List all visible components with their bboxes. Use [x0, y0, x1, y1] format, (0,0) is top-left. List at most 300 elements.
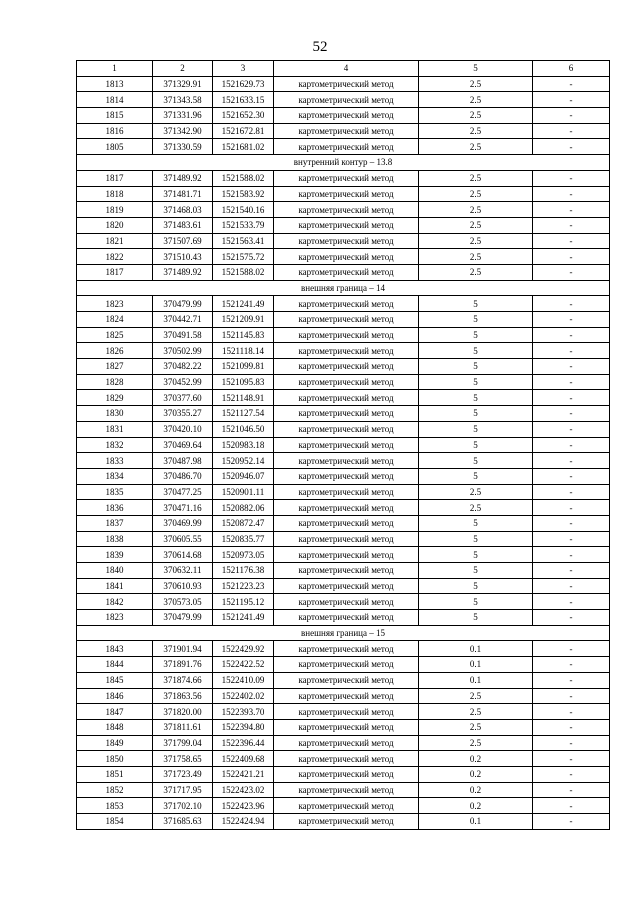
accuracy-cell: 5	[419, 421, 533, 437]
method-cell: картометрический метод	[274, 108, 419, 124]
x-coordinate-cell: 371483.61	[153, 217, 213, 233]
y-coordinate-cell: 1521241.49	[213, 610, 274, 626]
table-row	[77, 296, 610, 312]
y-coordinate-cell: 1521241.49	[213, 296, 274, 312]
accuracy-cell: 2.5	[419, 484, 533, 500]
y-coordinate-cell: 1520973.05	[213, 547, 274, 563]
y-coordinate-cell: 1520983.18	[213, 437, 274, 453]
method-cell: картометрический метод	[274, 296, 419, 312]
accuracy-cell: 2.5	[419, 704, 533, 720]
point-number-cell: 1849	[77, 735, 153, 751]
note-cell: -	[533, 421, 610, 437]
method-cell: картометрический метод	[274, 327, 419, 343]
method-cell: картометрический метод	[274, 249, 419, 265]
x-coordinate-cell: 370482.22	[153, 359, 213, 375]
column-header: 6	[533, 61, 610, 77]
column-header: 2	[153, 61, 213, 77]
x-coordinate-cell: 371685.63	[153, 814, 213, 830]
method-cell: картометрический метод	[274, 563, 419, 579]
y-coordinate-cell: 1520882.06	[213, 500, 274, 516]
accuracy-cell: 5	[419, 531, 533, 547]
y-coordinate-cell: 1522423.02	[213, 782, 274, 798]
method-cell: картометрический метод	[274, 672, 419, 688]
y-coordinate-cell: 1522429.92	[213, 641, 274, 657]
x-coordinate-cell: 371468.03	[153, 202, 213, 218]
x-coordinate-cell: 371758.65	[153, 751, 213, 767]
method-cell: картометрический метод	[274, 421, 419, 437]
note-cell: -	[533, 719, 610, 735]
accuracy-cell: 5	[419, 437, 533, 453]
accuracy-cell: 2.5	[419, 249, 533, 265]
y-coordinate-cell: 1522422.52	[213, 657, 274, 673]
point-number-cell: 1852	[77, 782, 153, 798]
table-body	[77, 76, 610, 829]
note-cell: -	[533, 359, 610, 375]
y-coordinate-cell: 1521652.30	[213, 108, 274, 124]
x-coordinate-cell: 371330.59	[153, 139, 213, 155]
table-row	[77, 264, 610, 280]
point-number-cell: 1830	[77, 406, 153, 422]
table-row	[77, 343, 610, 359]
point-number-cell: 1814	[77, 92, 153, 108]
table-row	[77, 374, 610, 390]
table-row	[77, 359, 610, 375]
x-coordinate-cell: 371343.58	[153, 92, 213, 108]
method-cell: картометрический метод	[274, 704, 419, 720]
method-cell: картометрический метод	[274, 468, 419, 484]
y-coordinate-cell: 1522409.68	[213, 751, 274, 767]
table-row	[77, 657, 610, 673]
method-cell: картометрический метод	[274, 578, 419, 594]
column-header: 3	[213, 61, 274, 77]
accuracy-cell: 5	[419, 374, 533, 390]
y-coordinate-cell: 1521533.79	[213, 217, 274, 233]
note-cell: -	[533, 108, 610, 124]
table-row	[77, 76, 610, 92]
y-coordinate-cell: 1520901.11	[213, 484, 274, 500]
column-header: 4	[274, 61, 419, 77]
x-coordinate-cell: 371702.10	[153, 798, 213, 814]
accuracy-cell: 2.5	[419, 217, 533, 233]
method-cell: картометрический метод	[274, 641, 419, 657]
header-row	[77, 61, 610, 77]
point-number-cell: 1816	[77, 123, 153, 139]
note-cell: -	[533, 531, 610, 547]
method-cell: картометрический метод	[274, 76, 419, 92]
method-cell: картометрический метод	[274, 719, 419, 735]
accuracy-cell: 5	[419, 390, 533, 406]
method-cell: картометрический метод	[274, 500, 419, 516]
method-cell: картометрический метод	[274, 437, 419, 453]
accuracy-cell: 0.2	[419, 751, 533, 767]
note-cell: -	[533, 657, 610, 673]
y-coordinate-cell: 1521681.02	[213, 139, 274, 155]
table-row	[77, 202, 610, 218]
accuracy-cell: 2.5	[419, 108, 533, 124]
method-cell: картометрический метод	[274, 766, 419, 782]
table-row	[77, 500, 610, 516]
method-cell: картометрический метод	[274, 484, 419, 500]
table-row	[77, 170, 610, 186]
method-cell: картометрический метод	[274, 390, 419, 406]
x-coordinate-cell: 370632.11	[153, 563, 213, 579]
table-row	[77, 531, 610, 547]
y-coordinate-cell: 1520946.07	[213, 468, 274, 484]
note-cell: -	[533, 766, 610, 782]
y-coordinate-cell: 1521145.83	[213, 327, 274, 343]
page-number: 52	[312, 39, 328, 55]
x-coordinate-cell: 371342.90	[153, 123, 213, 139]
note-cell: -	[533, 327, 610, 343]
accuracy-cell: 5	[419, 453, 533, 469]
table-row	[77, 735, 610, 751]
accuracy-cell: 0.1	[419, 657, 533, 673]
accuracy-cell: 2.5	[419, 735, 533, 751]
accuracy-cell: 2.5	[419, 719, 533, 735]
point-number-cell: 1854	[77, 814, 153, 830]
note-cell: -	[533, 406, 610, 422]
table-row	[77, 437, 610, 453]
section-row	[77, 625, 610, 641]
x-coordinate-cell: 370471.16	[153, 500, 213, 516]
accuracy-cell: 0.1	[419, 814, 533, 830]
x-coordinate-cell: 371874.66	[153, 672, 213, 688]
method-cell: картометрический метод	[274, 217, 419, 233]
method-cell: картометрический метод	[274, 264, 419, 280]
x-coordinate-cell: 370614.68	[153, 547, 213, 563]
y-coordinate-cell: 1521629.73	[213, 76, 274, 92]
point-number-cell: 1838	[77, 531, 153, 547]
x-coordinate-cell: 370420.10	[153, 421, 213, 437]
note-cell: -	[533, 76, 610, 92]
method-cell: картометрический метод	[274, 139, 419, 155]
x-coordinate-cell: 370502.99	[153, 343, 213, 359]
accuracy-cell: 2.5	[419, 500, 533, 516]
table-row	[77, 751, 610, 767]
method-cell: картометрический метод	[274, 531, 419, 547]
point-number-cell: 1824	[77, 312, 153, 328]
accuracy-cell: 5	[419, 594, 533, 610]
note-cell: -	[533, 264, 610, 280]
y-coordinate-cell: 1522423.96	[213, 798, 274, 814]
note-cell: -	[533, 453, 610, 469]
point-number-cell: 1850	[77, 751, 153, 767]
accuracy-cell: 0.1	[419, 672, 533, 688]
x-coordinate-cell: 370610.93	[153, 578, 213, 594]
section-title: внешняя граница – 15	[77, 625, 610, 641]
accuracy-cell: 5	[419, 610, 533, 626]
point-number-cell: 1831	[77, 421, 153, 437]
note-cell: -	[533, 390, 610, 406]
point-number-cell: 1842	[77, 594, 153, 610]
y-coordinate-cell: 1521176.38	[213, 563, 274, 579]
note-cell: -	[533, 374, 610, 390]
table-row	[77, 406, 610, 422]
note-cell: -	[533, 500, 610, 516]
accuracy-cell: 5	[419, 359, 533, 375]
y-coordinate-cell: 1521588.02	[213, 264, 274, 280]
point-number-cell: 1832	[77, 437, 153, 453]
x-coordinate-cell: 370487.98	[153, 453, 213, 469]
method-cell: картометрический метод	[274, 657, 419, 673]
point-number-cell: 1840	[77, 563, 153, 579]
note-cell: -	[533, 249, 610, 265]
point-number-cell: 1829	[77, 390, 153, 406]
table-row	[77, 688, 610, 704]
x-coordinate-cell: 370573.05	[153, 594, 213, 610]
x-coordinate-cell: 371510.43	[153, 249, 213, 265]
table-row	[77, 610, 610, 626]
column-header: 5	[419, 61, 533, 77]
note-cell: -	[533, 92, 610, 108]
note-cell: -	[533, 202, 610, 218]
note-cell: -	[533, 610, 610, 626]
point-number-cell: 1817	[77, 264, 153, 280]
point-number-cell: 1839	[77, 547, 153, 563]
y-coordinate-cell: 1521099.81	[213, 359, 274, 375]
note-cell: -	[533, 672, 610, 688]
table-row	[77, 719, 610, 735]
x-coordinate-cell: 370452.99	[153, 374, 213, 390]
point-number-cell: 1823	[77, 296, 153, 312]
table-row	[77, 186, 610, 202]
table-row	[77, 641, 610, 657]
table-row	[77, 814, 610, 830]
point-number-cell: 1828	[77, 374, 153, 390]
method-cell: картометрический метод	[274, 515, 419, 531]
accuracy-cell: 2.5	[419, 139, 533, 155]
point-number-cell: 1819	[77, 202, 153, 218]
method-cell: картометрический метод	[274, 312, 419, 328]
y-coordinate-cell: 1521118.14	[213, 343, 274, 359]
note-cell: -	[533, 704, 610, 720]
point-number-cell: 1820	[77, 217, 153, 233]
note-cell: -	[533, 751, 610, 767]
x-coordinate-cell: 371331.96	[153, 108, 213, 124]
method-cell: картометрический метод	[274, 594, 419, 610]
coordinates-table	[76, 60, 610, 830]
note-cell: -	[533, 123, 610, 139]
point-number-cell: 1853	[77, 798, 153, 814]
method-cell: картометрический метод	[274, 233, 419, 249]
column-header: 1	[77, 61, 153, 77]
note-cell: -	[533, 578, 610, 594]
y-coordinate-cell: 1520952.14	[213, 453, 274, 469]
x-coordinate-cell: 371723.49	[153, 766, 213, 782]
y-coordinate-cell: 1521583.92	[213, 186, 274, 202]
method-cell: картометрический метод	[274, 406, 419, 422]
y-coordinate-cell: 1520872.47	[213, 515, 274, 531]
point-number-cell: 1827	[77, 359, 153, 375]
method-cell: картометрический метод	[274, 735, 419, 751]
accuracy-cell: 0.1	[419, 641, 533, 657]
y-coordinate-cell: 1522402.02	[213, 688, 274, 704]
y-coordinate-cell: 1522410.09	[213, 672, 274, 688]
table-row	[77, 233, 610, 249]
x-coordinate-cell: 371901.94	[153, 641, 213, 657]
note-cell: -	[533, 735, 610, 751]
note-cell: -	[533, 484, 610, 500]
table-row	[77, 390, 610, 406]
y-coordinate-cell: 1521223.23	[213, 578, 274, 594]
point-number-cell: 1823	[77, 610, 153, 626]
table-row	[77, 468, 610, 484]
note-cell: -	[533, 170, 610, 186]
accuracy-cell: 2.5	[419, 123, 533, 139]
y-coordinate-cell: 1521127.54	[213, 406, 274, 422]
point-number-cell: 1826	[77, 343, 153, 359]
accuracy-cell: 5	[419, 327, 533, 343]
method-cell: картометрический метод	[274, 170, 419, 186]
accuracy-cell: 0.2	[419, 798, 533, 814]
accuracy-cell: 5	[419, 468, 533, 484]
method-cell: картометрический метод	[274, 688, 419, 704]
x-coordinate-cell: 370486.70	[153, 468, 213, 484]
point-number-cell: 1847	[77, 704, 153, 720]
accuracy-cell: 0.2	[419, 782, 533, 798]
note-cell: -	[533, 312, 610, 328]
point-number-cell: 1834	[77, 468, 153, 484]
x-coordinate-cell: 371481.71	[153, 186, 213, 202]
table-row	[77, 578, 610, 594]
table-row	[77, 421, 610, 437]
y-coordinate-cell: 1522393.70	[213, 704, 274, 720]
note-cell: -	[533, 515, 610, 531]
x-coordinate-cell: 371811.61	[153, 719, 213, 735]
table-row	[77, 594, 610, 610]
y-coordinate-cell: 1521575.72	[213, 249, 274, 265]
section-row	[77, 280, 610, 296]
note-cell: -	[533, 437, 610, 453]
accuracy-cell: 5	[419, 578, 533, 594]
method-cell: картометрический метод	[274, 186, 419, 202]
point-number-cell: 1845	[77, 672, 153, 688]
point-number-cell: 1821	[77, 233, 153, 249]
point-number-cell: 1825	[77, 327, 153, 343]
accuracy-cell: 2.5	[419, 186, 533, 202]
accuracy-cell: 5	[419, 296, 533, 312]
point-number-cell: 1822	[77, 249, 153, 265]
note-cell: -	[533, 547, 610, 563]
y-coordinate-cell: 1522396.44	[213, 735, 274, 751]
method-cell: картометрический метод	[274, 814, 419, 830]
x-coordinate-cell: 370355.27	[153, 406, 213, 422]
section-title: внешняя граница – 14	[77, 280, 610, 296]
accuracy-cell: 2.5	[419, 202, 533, 218]
x-coordinate-cell: 370442.71	[153, 312, 213, 328]
x-coordinate-cell: 371329.91	[153, 76, 213, 92]
table-row	[77, 123, 610, 139]
method-cell: картометрический метод	[274, 547, 419, 563]
method-cell: картометрический метод	[274, 610, 419, 626]
point-number-cell: 1833	[77, 453, 153, 469]
note-cell: -	[533, 468, 610, 484]
note-cell: -	[533, 688, 610, 704]
table-row	[77, 547, 610, 563]
method-cell: картометрический метод	[274, 202, 419, 218]
y-coordinate-cell: 1521095.83	[213, 374, 274, 390]
point-number-cell: 1843	[77, 641, 153, 657]
point-number-cell: 1837	[77, 515, 153, 531]
table-row	[77, 704, 610, 720]
table-row	[77, 108, 610, 124]
note-cell: -	[533, 217, 610, 233]
accuracy-cell: 5	[419, 343, 533, 359]
y-coordinate-cell: 1521148.91	[213, 390, 274, 406]
note-cell: -	[533, 563, 610, 579]
y-coordinate-cell: 1521563.41	[213, 233, 274, 249]
accuracy-cell: 5	[419, 547, 533, 563]
point-number-cell: 1851	[77, 766, 153, 782]
x-coordinate-cell: 371863.56	[153, 688, 213, 704]
table-row	[77, 672, 610, 688]
section-title: внутренний контур – 13.8	[77, 155, 610, 171]
x-coordinate-cell: 370605.55	[153, 531, 213, 547]
table-row	[77, 249, 610, 265]
note-cell: -	[533, 594, 610, 610]
y-coordinate-cell: 1522394.80	[213, 719, 274, 735]
accuracy-cell: 2.5	[419, 688, 533, 704]
point-number-cell: 1817	[77, 170, 153, 186]
note-cell: -	[533, 814, 610, 830]
point-number-cell: 1836	[77, 500, 153, 516]
table-row	[77, 217, 610, 233]
note-cell: -	[533, 798, 610, 814]
x-coordinate-cell: 371799.04	[153, 735, 213, 751]
x-coordinate-cell: 370479.99	[153, 610, 213, 626]
method-cell: картометрический метод	[274, 359, 419, 375]
accuracy-cell: 5	[419, 563, 533, 579]
x-coordinate-cell: 370491.58	[153, 327, 213, 343]
note-cell: -	[533, 139, 610, 155]
x-coordinate-cell: 371507.69	[153, 233, 213, 249]
accuracy-cell: 2.5	[419, 170, 533, 186]
y-coordinate-cell: 1521588.02	[213, 170, 274, 186]
point-number-cell: 1848	[77, 719, 153, 735]
method-cell: картометрический метод	[274, 374, 419, 390]
table-row	[77, 782, 610, 798]
method-cell: картометрический метод	[274, 343, 419, 359]
x-coordinate-cell: 370377.60	[153, 390, 213, 406]
point-number-cell: 1844	[77, 657, 153, 673]
note-cell: -	[533, 343, 610, 359]
table-row	[77, 515, 610, 531]
x-coordinate-cell: 371489.92	[153, 170, 213, 186]
note-cell: -	[533, 782, 610, 798]
point-number-cell: 1818	[77, 186, 153, 202]
y-coordinate-cell: 1521633.15	[213, 92, 274, 108]
table-row	[77, 484, 610, 500]
point-number-cell: 1841	[77, 578, 153, 594]
x-coordinate-cell: 370469.99	[153, 515, 213, 531]
accuracy-cell: 5	[419, 515, 533, 531]
point-number-cell: 1813	[77, 76, 153, 92]
accuracy-cell: 5	[419, 406, 533, 422]
point-number-cell: 1805	[77, 139, 153, 155]
table-row	[77, 327, 610, 343]
method-cell: картометрический метод	[274, 751, 419, 767]
y-coordinate-cell: 1521195.12	[213, 594, 274, 610]
table-row	[77, 139, 610, 155]
x-coordinate-cell: 371820.00	[153, 704, 213, 720]
accuracy-cell: 2.5	[419, 264, 533, 280]
method-cell: картометрический метод	[274, 798, 419, 814]
table-row	[77, 312, 610, 328]
y-coordinate-cell: 1521672.81	[213, 123, 274, 139]
accuracy-cell: 2.5	[419, 76, 533, 92]
point-number-cell: 1835	[77, 484, 153, 500]
note-cell: -	[533, 296, 610, 312]
